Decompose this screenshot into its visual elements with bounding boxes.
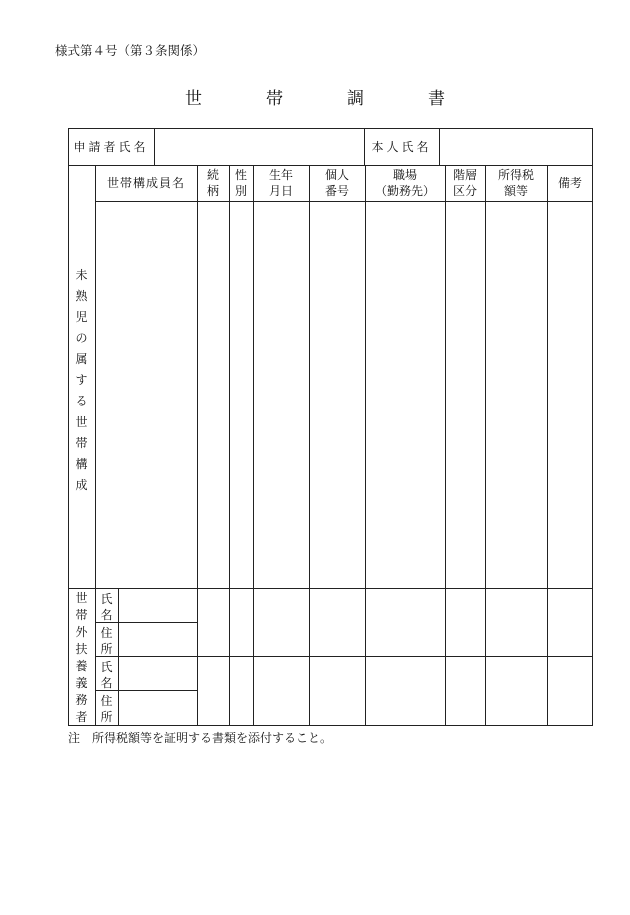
vertical-char: 帯 [75,436,88,450]
self-name-field[interactable] [441,140,591,154]
column-header-sex [229,168,253,198]
column-header-tier [445,168,485,198]
name-label [95,658,118,690]
column-header-relation-line1: 続 [206,168,219,182]
table-border [592,128,593,726]
column-header-personal-number-line2: 番号 [324,184,349,198]
column-header-personal-number [309,168,365,198]
column-header-relation [197,168,229,198]
row-divider [95,690,197,691]
column-header-income-tax [485,168,547,198]
vertical-char: 成 [75,478,88,492]
vertical-char: 外 [75,625,88,639]
vertical-char: 熟 [75,289,88,303]
col-divider [439,128,440,165]
col-divider [365,165,366,726]
col-divider [154,128,155,165]
column-header-income-tax-line2: 額等 [503,184,528,198]
address-label [95,624,118,656]
vertical-char: 帯 [75,608,88,622]
vertical-char: 養 [75,659,88,673]
vertical-char: 世 [75,591,88,605]
row-divider [95,656,593,657]
title-char: 世 [185,89,202,109]
section-divider [68,588,593,589]
title-char: 書 [428,89,445,109]
form-number: 様式第４号（第３条関係） [55,43,206,58]
vertical-char: る [75,394,88,408]
col-divider [547,165,548,726]
vertical-char: 者 [75,710,88,724]
household-survey-table [68,128,593,726]
row-divider [95,201,593,202]
applicant-name-field[interactable] [156,140,362,154]
vertical-char: 住 [100,626,113,640]
vertical-char: の [75,331,88,345]
column-header-personal-number-line1: 個人 [324,168,349,182]
column-header-income-tax-line1: 所得税 [497,168,534,182]
vertical-char: 氏 [100,660,113,674]
column-header-member-name: 世帯構成員名 [106,176,185,190]
vertical-char: 扶 [75,642,88,656]
col-divider [118,588,119,726]
name-label [95,590,118,622]
column-header-tier-line1: 階層 [452,168,477,182]
vertical-char: 所 [100,710,113,724]
col-divider [229,165,230,726]
title-char: 帯 [266,89,283,109]
column-header-remarks: 備考 [557,176,582,190]
vertical-char: 氏 [100,592,113,606]
table-border [68,128,593,129]
vertical-char: 未 [75,268,88,282]
title-char: 調 [347,89,364,109]
col-divider [445,165,446,726]
document-title [0,84,630,109]
footnote: 注 所得税額等を証明する書類を添付すること。 [68,731,333,745]
vertical-char: 義 [75,676,88,690]
vertical-char: 属 [75,352,88,366]
applicant-name-label: 申請者氏名 [73,140,149,154]
column-header-workplace-line1: 職場 [392,168,417,182]
household-vertical-label [68,266,95,497]
vertical-char: 名 [100,608,113,622]
vertical-char: 世 [75,415,88,429]
column-header-workplace-line2: （勤務先） [374,184,435,198]
vertical-char: 所 [100,642,113,656]
col-divider [485,165,486,726]
vertical-char: 児 [75,310,88,324]
column-header-tier-line2: 区分 [452,184,477,198]
col-divider [197,165,198,726]
col-divider [253,165,254,726]
column-header-birthdate-line1: 生年 [268,168,293,182]
vertical-char: す [75,373,88,387]
row-divider [95,622,197,623]
vertical-char: 構 [75,457,88,471]
vertical-char: 住 [100,694,113,708]
col-divider [309,165,310,726]
table-border [68,725,593,726]
outside-household-vertical-label [68,589,95,725]
column-header-workplace [365,168,445,198]
self-name-label: 本人氏名 [371,140,432,154]
row-divider [68,165,593,166]
column-header-sex-line2: 別 [234,184,247,198]
vertical-char: 務 [75,693,88,707]
column-header-birthdate [253,168,309,198]
column-header-relation-line2: 柄 [206,184,219,198]
column-header-birthdate-line2: 月日 [268,184,293,198]
vertical-char: 名 [100,676,113,690]
address-label [95,692,118,724]
column-header-sex-line1: 性 [234,168,247,182]
